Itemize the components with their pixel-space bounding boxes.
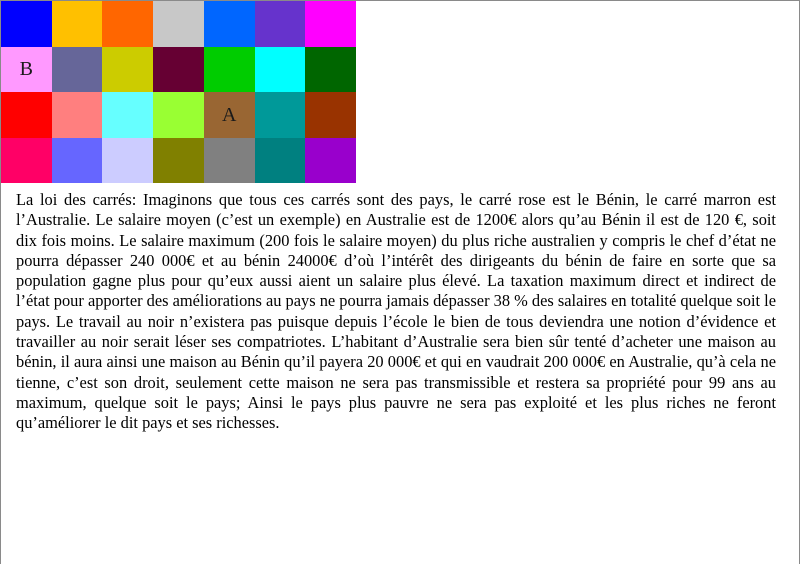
color-square [153, 47, 204, 93]
color-square [153, 1, 204, 47]
color-square-grid [1, 1, 356, 183]
color-square [305, 138, 356, 184]
color-square [255, 138, 306, 184]
color-square [255, 1, 306, 47]
color-square [102, 138, 153, 184]
square-label: A [221, 103, 237, 126]
color-square [305, 1, 356, 47]
square-label: B [19, 58, 34, 81]
color-square [255, 47, 306, 93]
color-square [305, 47, 356, 93]
color-square [153, 92, 204, 138]
color-square [204, 1, 255, 47]
color-square [52, 92, 103, 138]
color-square [204, 47, 255, 93]
color-square [52, 47, 103, 93]
color-square [102, 92, 153, 138]
color-square [204, 138, 255, 184]
color-square [153, 138, 204, 184]
color-square [1, 138, 52, 184]
color-square [102, 1, 153, 47]
article-body: La loi des carrés: Imaginons que tous ces carrés sont des pays, le carré rose est le Bénin, le carré marron est l’Australie. Le salaire moyen (c’est un exemple) en Australie est de 1200€ alors qu’au Bénin il est de 120 €, soit dix fois moins. Le salaire maximum (200 fois le salaire moyen) du plus riche australien y compris le chef d’état ne pourra dépasser 240 000€ et au bénin 24000€ d’où l’intérêt des dirigeants du bénin de faire en sorte que sa population gagne plus pour qu’eux aussi aient un salaire plus élevé. La taxation maximum direct et indirect de l’état pour apporter des améliorations au pays ne pourra jamais dépasser 38 % des salaires en totalité quelque soit le pays. Le travail au noir n’existera pas puisque depuis l’école le bien de tous deviendra une notion d’évidence et travailler au noir serait léser ses compatriotes. L’habitant d’Australie sera bien sûr tenté d’acheter une maison au bénin, il aura ainsi une maison au Bénin qu’il payera 20 000€ et qui en vaudrait 200 000€ en Australie, qu’à cela ne tienne, c’est son droit, seulement cette maison ne sera pas transmissible et restera sa propriété pour 99 ans au maximum, quelque soit le pays; Ainsi le pays plus pauvre ne sera pas exploité et les plus riches ne feront qu’améliorer le dit pays et ses richesses. [16, 190, 776, 433]
color-square [255, 92, 306, 138]
color-square [1, 1, 52, 47]
color-square [52, 138, 103, 184]
color-square [52, 1, 103, 47]
color-square [305, 92, 356, 138]
color-square [102, 47, 153, 93]
color-square [1, 47, 52, 93]
color-square [1, 92, 52, 138]
color-square [204, 92, 255, 138]
